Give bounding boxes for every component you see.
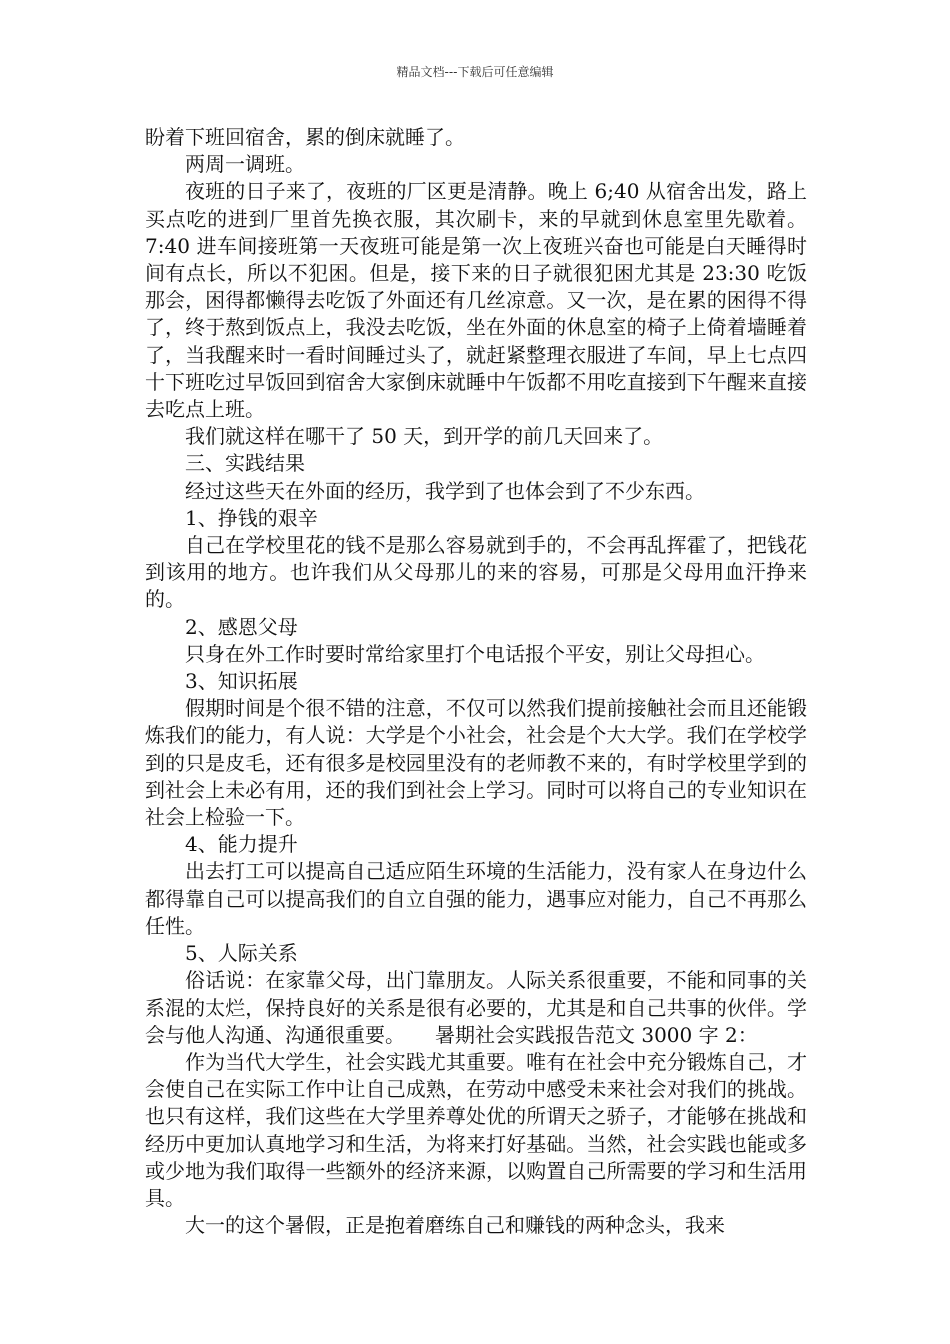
paragraph: 俗话说：在家靠父母，出门靠朋友。人际关系很重要，不能和同事的关系混的太烂，保持良好的关系是很有必要的，尤其是和自己共事的伙伴。学会与他人沟通、沟通很重要。 暑期社会实践报告范文 3000 字 2： <box>145 968 807 1047</box>
paragraph: 出去打工可以提高自己适应陌生环境的生活能力，没有家人在身边什么都得靠自己可以提高我们的自立自强的能力，遇事应对能力，自己不再那么任性。 <box>145 859 807 938</box>
document-body <box>145 124 807 1239</box>
page-header: 精品文档---下载后可任意编辑 <box>396 65 554 79</box>
section-heading: 三、实践结果 <box>185 451 305 476</box>
subsection-heading: 4、能力提升 <box>185 832 298 857</box>
subsection-heading: 3、知识拓展 <box>185 669 298 694</box>
paragraph: 我们就这样在哪干了 50 天，到开学的前几天回来了。 <box>185 424 664 449</box>
paragraph: 经过这些天在外面的经历，我学到了也体会到了不少东西。 <box>185 478 705 503</box>
paragraph: 自己在学校里花的钱不是那么容易就到手的，不会再乱挥霍了，把钱花到该用的地方。也许我们从父母那儿的来的容易，可那是父母用血汗挣来的。 <box>145 533 807 612</box>
paragraph: 两周一调班。 <box>185 152 305 177</box>
paragraph: 夜班的日子来了，夜班的厂区更是清静。晚上 6;40 从宿舍出发，路上买点吃的进到厂里首先换衣服，其次刷卡，来的早就到休息室里先歇着。7:40 进车间接班第一天夜班可能是第一次上夜班兴奋也可能是白天睡得时间有点长，所以不犯困。但是，接下来的日子就很犯困尤其是 23:30 吃饭那会，困得都懒得去吃饭了外面还有几丝凉意。又一次，是在累的困得不得了，终于熬到饭点上，我没去吃饭，坐在外面的休息室的椅子上倚着墙睡着了，当我醒来时一看时间睡过头了，就赶紧整理衣服进了车间，早上七点四十下班吃过早饭回到宿舍大家倒床就睡中午饭都不用吃直接到下午醒来直接去吃点上班。 <box>145 179 807 422</box>
paragraph: 大一的这个暑假，正是抱着磨练自己和赚钱的两种念头，我来 <box>185 1213 725 1238</box>
paragraph: 只身在外工作时要时常给家里打个电话报个平安，别让父母担心。 <box>185 641 765 666</box>
subsection-heading: 1、挣钱的艰辛 <box>185 505 318 530</box>
subsection-heading: 5、人际关系 <box>185 941 298 966</box>
paragraph: 作为当代大学生，社会实践尤其重要。唯有在社会中充分锻炼自己，才会使自己在实际工作中让自己成熟，在劳动中感受未来社会对我们的挑战。也只有这样，我们这些在大学里养尊处优的所谓天之骄子，才能够在挑战和经历中更加认真地学习和生活，为将来打好基础。当然，社会实践也能或多或少地为我们取得一些额外的经济来源，以购置自己所需要的学习和生活用具。 <box>145 1049 807 1210</box>
paragraph: 盼着下班回宿舍，累的倒床就睡了。 <box>145 125 465 149</box>
paragraph: 假期时间是个很不错的注意，不仅可以然我们提前接触社会而且还能锻炼我们的能力，有人说：大学是个小社会，社会是个大大学。我们在学校学到的只是皮毛，还有很多是校园里没有的老师教不来的，有时学校里学到的到社会上未必有用，还的我们到社会上学习。同时可以将自己的专业知识在社会上检验一下。 <box>145 696 807 830</box>
subsection-heading: 2、感恩父母 <box>185 614 298 639</box>
